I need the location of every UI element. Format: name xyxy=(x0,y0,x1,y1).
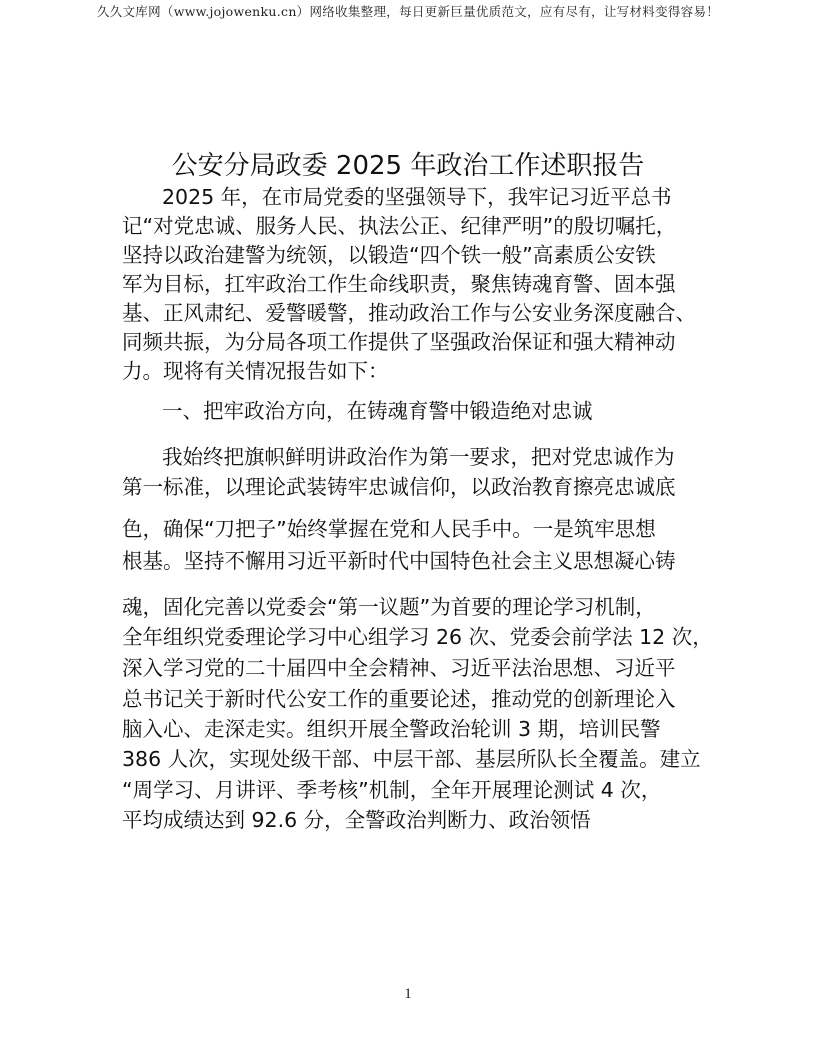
body-line: 魂，固化完善以党委会“第一议题”为首要的理论学习机制， xyxy=(122,595,656,619)
body-line: 力。现将有关情况报告如下： xyxy=(122,359,389,383)
body-line: 坚持以政治建警为统领，以锻造“四个铁一般”高素质公安铁 xyxy=(122,243,656,267)
body-line: 我始终把旗帜鲜明讲政治作为第一要求，把对党忠诚作为 xyxy=(162,445,675,469)
body-line: 2025 年，在市局党委的坚强领导下，我牢记习近平总书 xyxy=(162,185,672,209)
body-line: 基、正风肃纪、爱警暖警，推动政治工作与公安业务深度融合、 xyxy=(122,301,696,325)
body-line: 第一标准，以理论武装铸牢忠诚信仰，以政治教育擦亮忠诚底 xyxy=(122,475,676,499)
page-number: 1 xyxy=(404,986,412,1002)
body-line: 记“对党忠诚、服务人民、执法公正、纪律严明”的殷切嘱托， xyxy=(122,214,677,238)
body-line: 脑入心、走深走实。组织开展全警政治轮训 3 期，培训民警 xyxy=(122,717,661,741)
body-line: 深入学习党的二十届四中全会精神、习近平法治思想、习近平 xyxy=(122,656,676,680)
body-line: 全年组织党委理论学习中心组学习 26 次、党委会前学法 12 次， xyxy=(122,625,713,649)
body-line: 总书记关于新时代公安工作的重要论述，推动党的创新理论入 xyxy=(122,687,676,711)
body-line: 同频共振，为分局各项工作提供了坚强政治保证和强大精神动 xyxy=(122,330,676,354)
header-note: 久久文库网（www.jojowenku.cn）网络收集整理，每日更新巨量优质范文，应有尽有，让写材料变得容易！ xyxy=(96,4,720,19)
body-line: 平均成绩达到 92.6 分，全警政治判断力、政治领悟 xyxy=(122,808,591,832)
body-line: 根基。坚持不懈用习近平新时代中国特色社会主义思想凝心铸 xyxy=(122,549,676,573)
body-line: 386 人次，实现处级干部、中层干部、基层所队长全覆盖。建立 xyxy=(122,747,701,771)
document-title: 公安分局政委 2025 年政治工作述职报告 xyxy=(171,151,645,181)
body-line: “周学习、月讲评、季考核”机制，全年开展理论测试 4 次， xyxy=(122,778,662,802)
body-line: 军为目标，扛牢政治工作生命线职责，聚焦铸魂育警、固本强 xyxy=(122,272,676,296)
body-line: 色，确保“刀把子”始终掌握在党和人民手中。一是筑牢思想 xyxy=(122,517,656,541)
section-heading: 一、把牢政治方向，在铸魂育警中锻造绝对忠诚 xyxy=(162,399,593,423)
